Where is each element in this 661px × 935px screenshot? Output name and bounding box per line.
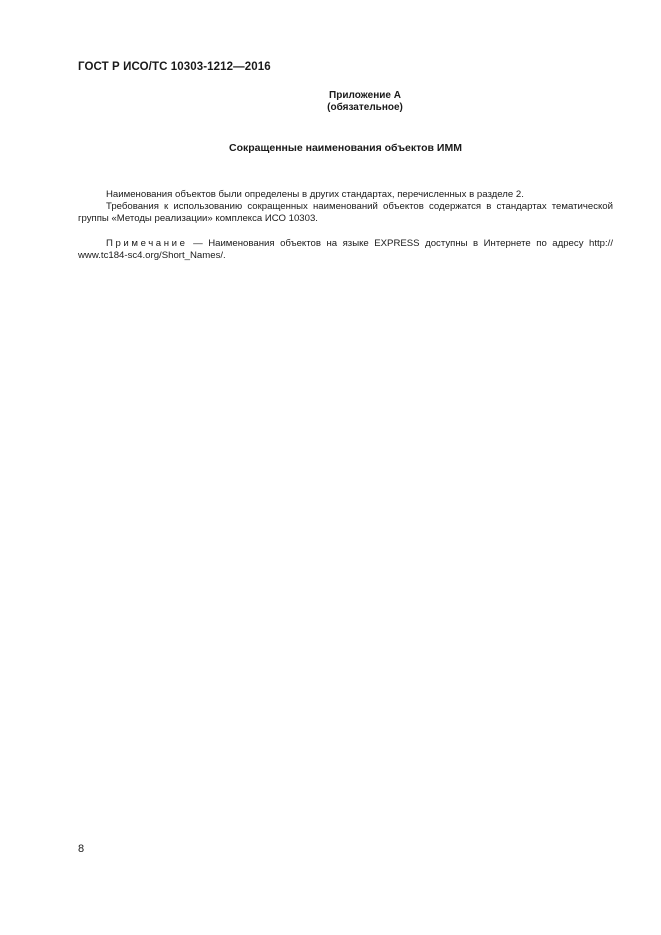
document-header: ГОСТ Р ИСО/ТС 10303-1212—2016: [78, 61, 271, 73]
section-title: Сокращенные наименования объектов ИММ: [229, 142, 462, 154]
body-text: [78, 189, 613, 262]
paragraph-2: Требования к использованию сокращенных наименований объектов содержатся в стандартах тематической группы «Методы реализации» комплекса ИСО 10303.: [78, 201, 613, 224]
note-separator: —: [193, 238, 203, 249]
appendix-label: Приложение А: [329, 90, 401, 101]
note-text: Наименования объектов на языке EXPRESS доступны в Интернете по адресу http:// www.tc184-sc4.org/Short_Names/.: [78, 238, 614, 261]
page-number: 8: [78, 843, 85, 855]
note-label: Примечание: [106, 238, 188, 249]
note: [78, 238, 613, 262]
appendix-status: (обязательное): [327, 102, 403, 113]
paragraph-1: Наименования объектов были определены в других стандартах, перечисленных в разделе 2.: [106, 189, 524, 200]
